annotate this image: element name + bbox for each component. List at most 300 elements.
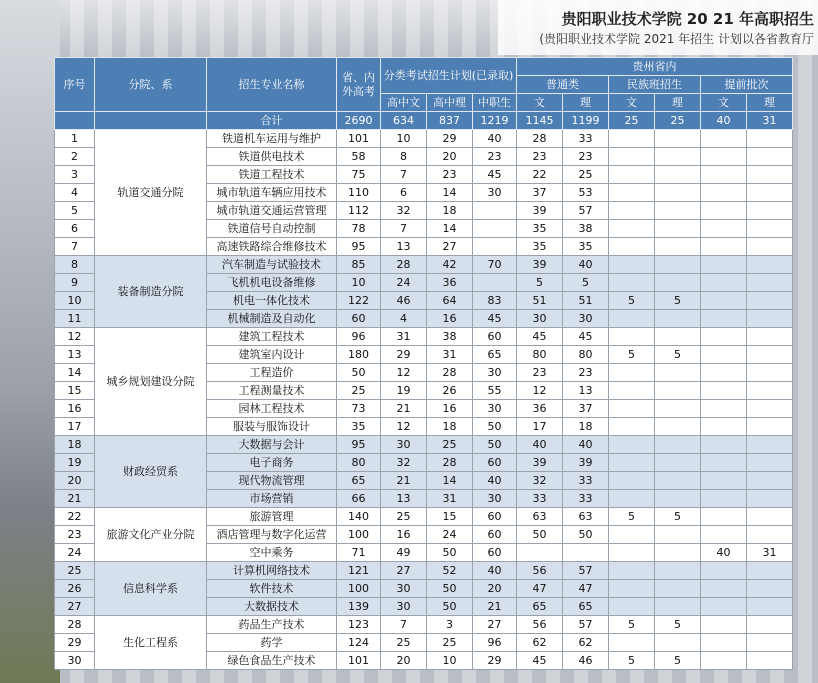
row-value: 25 <box>381 634 427 652</box>
row-seq: 28 <box>55 616 95 634</box>
row-value <box>701 256 747 274</box>
row-value: 27 <box>473 616 517 634</box>
header-category-plan: 分类考试招生计划(已录取) <box>381 58 517 94</box>
row-value: 65 <box>337 472 381 490</box>
row-major: 机械制造及自动化 <box>207 310 337 328</box>
row-value: 50 <box>337 364 381 382</box>
totals-label: 合计 <box>207 112 337 130</box>
row-value: 23 <box>427 166 473 184</box>
row-value: 60 <box>473 526 517 544</box>
row-value: 40 <box>517 436 563 454</box>
row-value: 25 <box>427 634 473 652</box>
row-seq: 23 <box>55 526 95 544</box>
row-value: 16 <box>427 310 473 328</box>
row-value <box>747 382 793 400</box>
row-value <box>701 490 747 508</box>
row-value <box>701 634 747 652</box>
row-value <box>655 310 701 328</box>
header-vocational: 中职生 <box>473 94 517 112</box>
row-value: 5 <box>655 508 701 526</box>
row-value: 56 <box>517 616 563 634</box>
row-value <box>701 436 747 454</box>
row-major: 空中乘务 <box>207 544 337 562</box>
row-value: 14 <box>427 184 473 202</box>
row-seq: 25 <box>55 562 95 580</box>
table-row <box>55 256 793 274</box>
row-value: 32 <box>381 202 427 220</box>
background-photo-left <box>0 0 60 683</box>
row-major: 飞机机电设备维修 <box>207 274 337 292</box>
row-value: 23 <box>517 364 563 382</box>
row-value <box>609 598 655 616</box>
row-value: 45 <box>473 310 517 328</box>
row-value: 23 <box>517 148 563 166</box>
row-value: 65 <box>473 346 517 364</box>
row-value: 5 <box>655 652 701 670</box>
totals-cell: 25 <box>609 112 655 130</box>
row-value: 100 <box>337 580 381 598</box>
row-value: 25 <box>381 508 427 526</box>
row-value <box>701 274 747 292</box>
row-value <box>701 328 747 346</box>
row-value <box>701 130 747 148</box>
row-value: 30 <box>381 436 427 454</box>
row-value <box>701 220 747 238</box>
row-value: 23 <box>473 148 517 166</box>
row-value: 5 <box>609 346 655 364</box>
totals-cell: 40 <box>701 112 747 130</box>
row-value: 20 <box>427 148 473 166</box>
row-value: 33 <box>517 490 563 508</box>
row-value: 10 <box>337 274 381 292</box>
row-value: 46 <box>563 652 609 670</box>
row-value <box>701 454 747 472</box>
row-value <box>609 220 655 238</box>
department-cell: 轨道交通分院 <box>95 130 207 256</box>
row-seq: 22 <box>55 508 95 526</box>
document-header <box>498 0 818 55</box>
row-major: 药品生产技术 <box>207 616 337 634</box>
row-value <box>655 562 701 580</box>
row-value: 123 <box>337 616 381 634</box>
row-value <box>747 490 793 508</box>
row-value: 40 <box>563 256 609 274</box>
row-value <box>473 274 517 292</box>
row-value: 18 <box>427 418 473 436</box>
row-value: 63 <box>563 508 609 526</box>
row-value: 40 <box>701 544 747 562</box>
row-value: 40 <box>473 472 517 490</box>
header-early-arts: 文 <box>701 94 747 112</box>
row-value: 112 <box>337 202 381 220</box>
row-seq: 24 <box>55 544 95 562</box>
row-value: 40 <box>473 562 517 580</box>
row-value: 19 <box>381 382 427 400</box>
row-value: 50 <box>427 580 473 598</box>
row-major: 大数据技术 <box>207 598 337 616</box>
row-value <box>701 598 747 616</box>
row-value: 50 <box>427 544 473 562</box>
row-major: 药学 <box>207 634 337 652</box>
row-value <box>609 130 655 148</box>
header-dept: 分院、系 <box>95 58 207 112</box>
row-value: 62 <box>517 634 563 652</box>
row-value: 32 <box>381 454 427 472</box>
row-value: 37 <box>517 184 563 202</box>
department-cell: 财政经贸系 <box>95 436 207 508</box>
row-value: 16 <box>381 526 427 544</box>
row-value: 14 <box>427 472 473 490</box>
row-value: 101 <box>337 130 381 148</box>
row-value: 12 <box>381 418 427 436</box>
row-value: 30 <box>381 598 427 616</box>
row-value: 47 <box>563 580 609 598</box>
row-value <box>609 238 655 256</box>
row-value <box>609 382 655 400</box>
row-value <box>701 472 747 490</box>
row-value: 10 <box>427 652 473 670</box>
row-value: 17 <box>517 418 563 436</box>
department-cell: 旅游文化产业分院 <box>95 508 207 562</box>
row-value <box>609 634 655 652</box>
row-value <box>473 238 517 256</box>
row-value <box>747 328 793 346</box>
row-value <box>609 166 655 184</box>
row-value <box>747 616 793 634</box>
row-value <box>655 400 701 418</box>
row-value: 122 <box>337 292 381 310</box>
row-value: 45 <box>517 328 563 346</box>
row-value: 39 <box>563 454 609 472</box>
totals-cell: 837 <box>427 112 473 130</box>
row-value <box>747 292 793 310</box>
row-value: 39 <box>517 202 563 220</box>
row-value <box>701 346 747 364</box>
row-value: 15 <box>427 508 473 526</box>
row-value: 124 <box>337 634 381 652</box>
row-value <box>701 400 747 418</box>
row-value <box>747 202 793 220</box>
row-value: 30 <box>563 310 609 328</box>
row-value: 83 <box>473 292 517 310</box>
row-value <box>609 148 655 166</box>
row-major: 旅游管理 <box>207 508 337 526</box>
row-value: 80 <box>337 454 381 472</box>
row-seq: 6 <box>55 220 95 238</box>
row-value: 35 <box>563 238 609 256</box>
row-seq: 30 <box>55 652 95 670</box>
row-value: 5 <box>563 274 609 292</box>
row-value: 55 <box>473 382 517 400</box>
row-value <box>747 310 793 328</box>
row-value: 85 <box>337 256 381 274</box>
row-major: 建筑工程技术 <box>207 328 337 346</box>
row-value: 101 <box>337 652 381 670</box>
row-seq: 21 <box>55 490 95 508</box>
totals-cell: 1199 <box>563 112 609 130</box>
department-cell: 信息科学系 <box>95 562 207 616</box>
row-value <box>701 364 747 382</box>
row-value: 33 <box>563 490 609 508</box>
row-value <box>701 238 747 256</box>
row-value: 18 <box>563 418 609 436</box>
table-row <box>55 328 793 346</box>
row-seq: 9 <box>55 274 95 292</box>
row-value: 18 <box>427 202 473 220</box>
row-value: 36 <box>427 274 473 292</box>
row-value <box>609 256 655 274</box>
row-seq: 2 <box>55 148 95 166</box>
document-subtitle: (贵阳职业技术学院 2021 年招生 计划以各省教育厅 <box>539 32 814 46</box>
row-seq: 5 <box>55 202 95 220</box>
row-value <box>609 580 655 598</box>
row-value: 62 <box>563 634 609 652</box>
row-value <box>747 526 793 544</box>
table-row <box>55 508 793 526</box>
row-value: 40 <box>473 130 517 148</box>
totals-cell: 634 <box>381 112 427 130</box>
row-value: 5 <box>609 292 655 310</box>
row-value <box>609 454 655 472</box>
row-value: 30 <box>381 580 427 598</box>
row-seq: 3 <box>55 166 95 184</box>
row-value: 22 <box>517 166 563 184</box>
row-value: 40 <box>563 436 609 454</box>
header-early-batch: 提前批次 <box>701 76 793 94</box>
row-value <box>655 238 701 256</box>
row-value <box>609 544 655 562</box>
row-major: 软件技术 <box>207 580 337 598</box>
row-value: 7 <box>381 616 427 634</box>
row-value: 21 <box>381 472 427 490</box>
header-seq: 序号 <box>55 58 95 112</box>
row-value: 57 <box>563 616 609 634</box>
row-value: 46 <box>381 292 427 310</box>
row-value: 31 <box>381 328 427 346</box>
row-value <box>747 274 793 292</box>
row-value: 3 <box>427 616 473 634</box>
row-value <box>655 382 701 400</box>
row-seq: 13 <box>55 346 95 364</box>
row-major: 大数据与会计 <box>207 436 337 454</box>
row-value: 25 <box>427 436 473 454</box>
row-value: 100 <box>337 526 381 544</box>
row-value <box>747 634 793 652</box>
row-value: 50 <box>517 526 563 544</box>
row-value: 13 <box>381 238 427 256</box>
row-value: 75 <box>337 166 381 184</box>
row-value: 25 <box>563 166 609 184</box>
header-ethnic: 民族班招生 <box>609 76 701 94</box>
row-value: 5 <box>609 616 655 634</box>
row-value: 47 <box>517 580 563 598</box>
row-value: 50 <box>563 526 609 544</box>
row-value: 60 <box>473 454 517 472</box>
row-value: 39 <box>517 454 563 472</box>
row-value <box>655 220 701 238</box>
row-value: 5 <box>609 652 655 670</box>
row-value <box>701 508 747 526</box>
row-value: 10 <box>381 130 427 148</box>
row-value: 180 <box>337 346 381 364</box>
row-value: 71 <box>337 544 381 562</box>
row-value <box>701 562 747 580</box>
table-body <box>55 130 793 670</box>
row-value <box>655 364 701 382</box>
header-total: 省、内外高考 <box>337 58 381 112</box>
row-value <box>701 580 747 598</box>
row-value <box>655 418 701 436</box>
row-value: 50 <box>427 598 473 616</box>
row-seq: 17 <box>55 418 95 436</box>
row-value: 38 <box>563 220 609 238</box>
row-seq: 14 <box>55 364 95 382</box>
row-major: 铁道机车运用与维护 <box>207 130 337 148</box>
row-major: 铁道工程技术 <box>207 166 337 184</box>
row-value: 37 <box>563 400 609 418</box>
row-seq: 20 <box>55 472 95 490</box>
row-value <box>609 202 655 220</box>
row-seq: 15 <box>55 382 95 400</box>
row-value <box>609 400 655 418</box>
row-value: 20 <box>473 580 517 598</box>
row-value <box>701 616 747 634</box>
row-value: 121 <box>337 562 381 580</box>
row-value: 25 <box>337 382 381 400</box>
row-value: 96 <box>337 328 381 346</box>
totals-cell: 2690 <box>337 112 381 130</box>
row-value <box>701 292 747 310</box>
row-value: 139 <box>337 598 381 616</box>
row-value: 53 <box>563 184 609 202</box>
row-value: 13 <box>563 382 609 400</box>
row-value <box>655 328 701 346</box>
row-value: 4 <box>381 310 427 328</box>
row-value <box>473 220 517 238</box>
row-value: 96 <box>473 634 517 652</box>
row-value: 21 <box>473 598 517 616</box>
row-major: 汽车制造与试验技术 <box>207 256 337 274</box>
row-value: 28 <box>517 130 563 148</box>
row-seq: 19 <box>55 454 95 472</box>
row-value <box>655 454 701 472</box>
department-cell: 生化工程系 <box>95 616 207 670</box>
row-value: 30 <box>473 184 517 202</box>
header-regular: 普通类 <box>517 76 609 94</box>
row-major: 现代物流管理 <box>207 472 337 490</box>
row-seq: 27 <box>55 598 95 616</box>
row-value: 73 <box>337 400 381 418</box>
row-value: 29 <box>381 346 427 364</box>
enrollment-plan-table <box>54 57 793 670</box>
row-value <box>747 508 793 526</box>
row-value: 45 <box>563 328 609 346</box>
row-value: 65 <box>517 598 563 616</box>
row-value <box>747 436 793 454</box>
totals-cell: 1219 <box>473 112 517 130</box>
row-value: 6 <box>381 184 427 202</box>
row-value <box>655 274 701 292</box>
row-value <box>747 364 793 382</box>
row-value: 5 <box>517 274 563 292</box>
row-seq: 8 <box>55 256 95 274</box>
row-value: 5 <box>655 346 701 364</box>
row-value: 16 <box>427 400 473 418</box>
row-value: 63 <box>517 508 563 526</box>
table-row <box>55 436 793 454</box>
row-value: 50 <box>473 418 517 436</box>
row-value <box>609 364 655 382</box>
row-seq: 4 <box>55 184 95 202</box>
row-value: 33 <box>563 130 609 148</box>
row-major: 计算机网络技术 <box>207 562 337 580</box>
row-value: 27 <box>427 238 473 256</box>
row-value <box>701 418 747 436</box>
row-seq: 12 <box>55 328 95 346</box>
row-value <box>655 598 701 616</box>
row-value: 23 <box>563 148 609 166</box>
row-value <box>701 184 747 202</box>
row-value: 45 <box>517 652 563 670</box>
row-major: 城市轨道交通运营管理 <box>207 202 337 220</box>
row-value <box>747 652 793 670</box>
row-major: 工程造价 <box>207 364 337 382</box>
row-value <box>609 418 655 436</box>
row-value <box>747 454 793 472</box>
row-value <box>747 400 793 418</box>
row-value <box>563 544 609 562</box>
department-cell: 装备制造分院 <box>95 256 207 328</box>
row-value <box>701 148 747 166</box>
row-value <box>747 220 793 238</box>
row-value: 30 <box>473 490 517 508</box>
row-value <box>609 436 655 454</box>
row-value: 60 <box>337 310 381 328</box>
row-major: 高速铁路综合维修技术 <box>207 238 337 256</box>
row-value: 60 <box>473 508 517 526</box>
row-value <box>609 328 655 346</box>
row-value <box>655 256 701 274</box>
row-value <box>609 490 655 508</box>
row-value: 7 <box>381 166 427 184</box>
row-value <box>747 598 793 616</box>
totals-cell: 25 <box>655 112 701 130</box>
row-value: 28 <box>427 454 473 472</box>
row-value <box>701 652 747 670</box>
row-value: 95 <box>337 436 381 454</box>
row-value <box>609 310 655 328</box>
row-value: 31 <box>427 490 473 508</box>
row-value: 5 <box>655 292 701 310</box>
row-value <box>655 580 701 598</box>
row-value <box>609 274 655 292</box>
row-value: 65 <box>563 598 609 616</box>
row-value <box>701 526 747 544</box>
row-value: 30 <box>473 400 517 418</box>
row-major: 市场营销 <box>207 490 337 508</box>
row-value: 23 <box>563 364 609 382</box>
table-row <box>55 130 793 148</box>
row-value: 27 <box>381 562 427 580</box>
row-value <box>655 472 701 490</box>
row-value: 35 <box>337 418 381 436</box>
row-seq: 26 <box>55 580 95 598</box>
row-value: 29 <box>427 130 473 148</box>
row-value: 5 <box>609 508 655 526</box>
row-seq: 7 <box>55 238 95 256</box>
row-value: 29 <box>473 652 517 670</box>
row-value: 56 <box>517 562 563 580</box>
